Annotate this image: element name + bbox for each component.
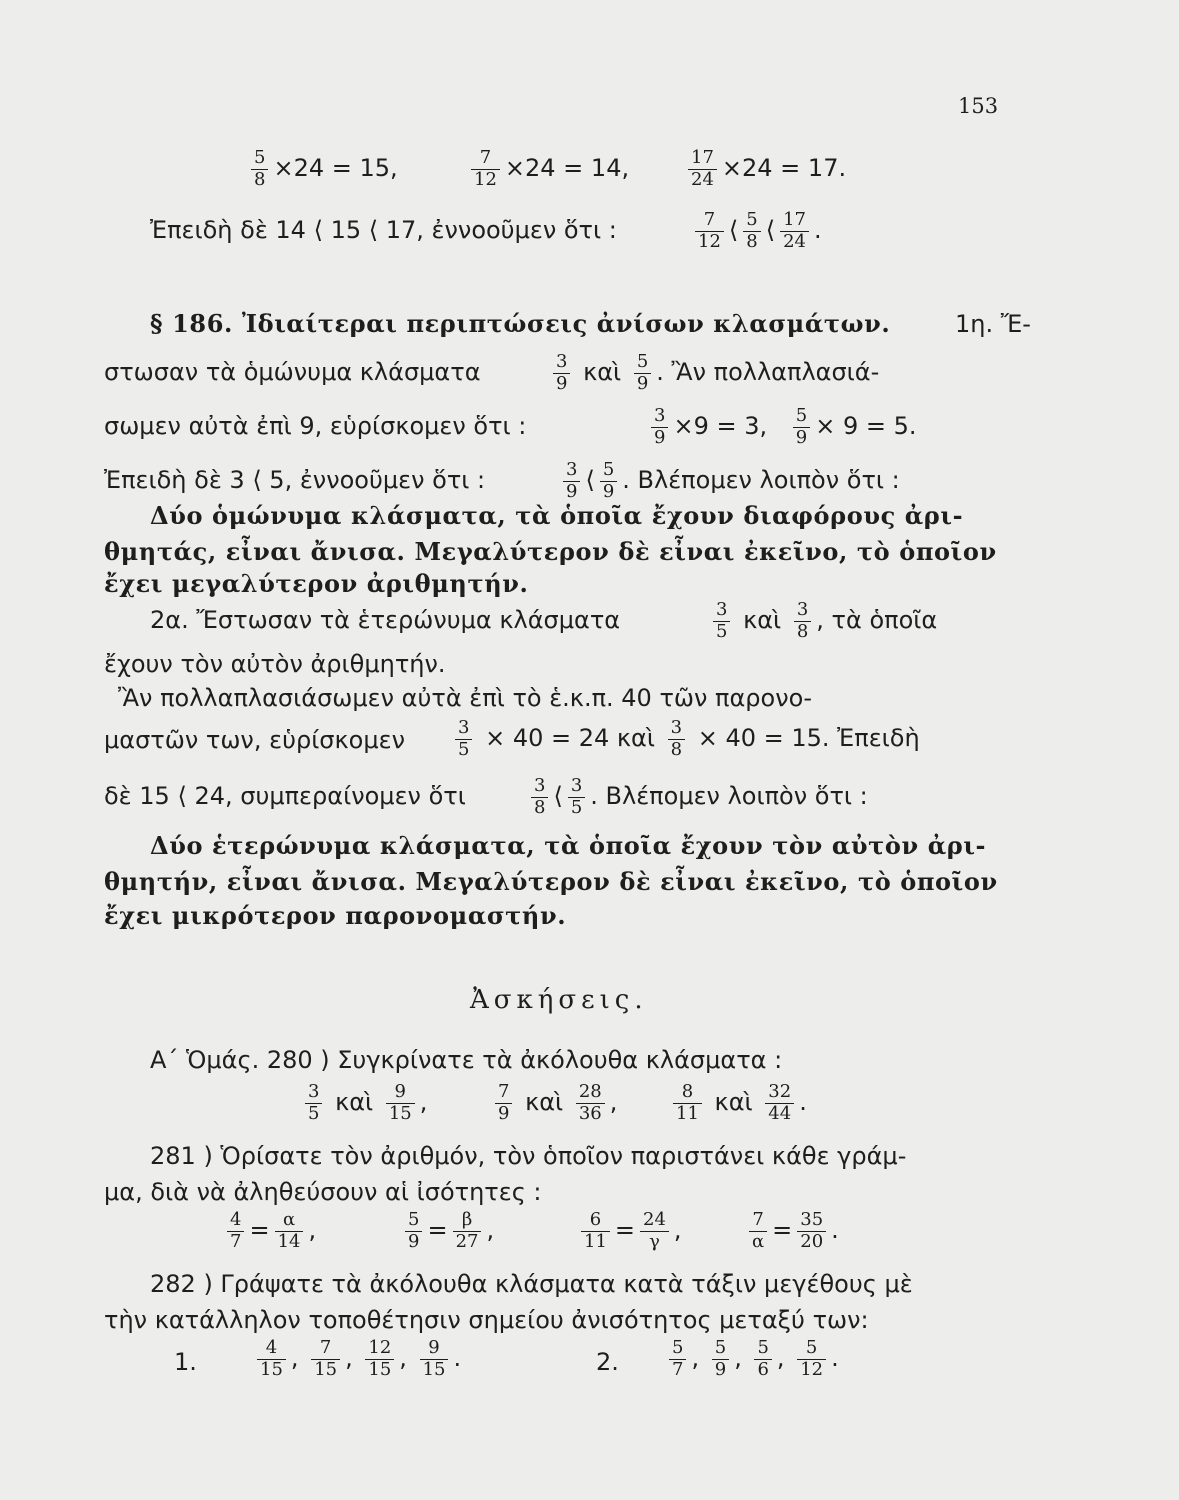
section-title: § 186. Ἰδιαίτεραι περιπτώσεις ἀνίσων κλασμάτων. <box>150 309 891 338</box>
fraction: $\frac{5}{9}$ <box>405 1210 422 1252</box>
fraction: $\frac{4}{7}$ <box>227 1210 244 1252</box>
rule-2-line-2: θμητήν, εἶναι ἄνισα. Μεγαλύτερον δὲ εἶναι ἐκεῖνο, τὸ ὁποῖον <box>104 867 998 896</box>
fraction: $\frac{3}{8}$ <box>794 600 811 642</box>
fraction: $\frac{9}{15}$ <box>386 1082 415 1124</box>
fraction: $\frac{6}{11}$ <box>581 1210 610 1252</box>
fraction: $\frac{3}{9}$ <box>563 460 580 502</box>
rule-2-line-1: Δύο ἑτερώνυμα κλάσματα, τὰ ὁποῖα ἔχουν τὸν αὐτὸν ἀρι- <box>150 831 987 860</box>
fraction: $\frac{32}{44}$ <box>765 1082 794 1124</box>
exercise-281-line-2: μα, διὰ νὰ ἀληθεύσουν αἱ ἰσότητες : <box>104 1178 542 1206</box>
text-line: Ἂν πολλαπλασιάσωμεν αὐτὰ ἐπὶ τὸ ἑ.κ.π. 40 τῶν παρονο- <box>118 684 812 712</box>
fraction: $\frac{7}{15}$ <box>311 1338 340 1380</box>
fraction: $\frac{3}{8}$ <box>668 718 685 760</box>
fraction: $\frac{7}{\alpha}$ <box>749 1210 767 1252</box>
fraction: $\frac{5}{12}$ <box>797 1338 826 1380</box>
exercises-heading: Ἀσκήσεις. <box>470 985 648 1015</box>
rule-2-line-3: ἔχει μικρότερον παρονομαστήν. <box>104 901 567 930</box>
page-number: 153 <box>958 94 999 118</box>
fraction: $\frac{3}{5}$ <box>455 718 472 760</box>
fraction: $\frac{5}{9}$ <box>712 1338 729 1380</box>
fraction: $\frac{4}{15}$ <box>257 1338 286 1380</box>
fraction: $\frac{17}{24}$ <box>688 148 717 190</box>
fraction: $\frac{3}{5}$ <box>713 600 730 642</box>
fraction: $\frac{24}{\gamma}$ <box>640 1210 669 1252</box>
fraction: $\frac{17}{24}$ <box>780 210 809 252</box>
fraction: $\frac{\beta}{27}$ <box>453 1210 482 1252</box>
rule-1-line-3: ἔχει μεγαλύτερον ἀριθμητήν. <box>104 569 529 598</box>
fraction: $\frac{7}{9}$ <box>495 1082 512 1124</box>
fraction: $\frac{8}{11}$ <box>673 1082 702 1124</box>
fraction: $\frac{\alpha}{14}$ <box>275 1210 304 1252</box>
fraction: $\frac{5}{6}$ <box>754 1338 771 1380</box>
fraction: $\frac{3}{9}$ <box>553 352 570 394</box>
fraction: $\frac{3}{5}$ <box>568 776 585 818</box>
fraction: $\frac{5}{8}$ <box>743 210 760 252</box>
fraction: $\frac{35}{20}$ <box>797 1210 826 1252</box>
fraction: $\frac{5}{9}$ <box>634 352 651 394</box>
fraction: $\frac{7}{12}$ <box>471 148 500 190</box>
rule-1-line-2: θμητάς, εἶναι ἄνισα. Μεγαλύτερον δὲ εἶναι ἐκεῖνο, τὸ ὁποῖον <box>104 537 997 566</box>
fraction: $\frac{5}{9}$ <box>600 460 617 502</box>
rule-1-line-1: Δύο ὁμώνυμα κλάσματα, τὰ ὁποῖα ἔχουν διαφόρους ἀρι- <box>150 501 964 530</box>
fraction: $\frac{5}{8}$ <box>251 148 268 190</box>
fraction: $\frac{12}{15}$ <box>365 1338 394 1380</box>
text-line: ἔχουν τὸν αὐτὸν ἀριθμητήν. <box>104 650 446 678</box>
fraction: $\frac{5}{7}$ <box>669 1338 686 1380</box>
exercise-281-line-1: 281 ) Ὁρίσατε τὸν ἀριθμόν, τὸν ὁποῖον παριστάνει κάθε γράμ- <box>150 1142 907 1170</box>
exercise-280: Α΄ Ὁμάς. 280 ) Συγκρίνατε τὰ ἀκόλουθα κλάσματα : <box>150 1046 783 1074</box>
fraction: $\frac{5}{9}$ <box>793 406 810 448</box>
fraction: $\frac{28}{36}$ <box>576 1082 605 1124</box>
fraction: $\frac{3}{5}$ <box>305 1082 322 1124</box>
fraction: $\frac{3}{9}$ <box>651 406 668 448</box>
fraction: $\frac{7}{12}$ <box>695 210 724 252</box>
exercise-282-line-2: τὴν κατάλληλον τοποθέτησιν σημείου ἀνισότητος μεταξύ των: <box>104 1306 869 1334</box>
exercise-282-line-1: 282 ) Γράψατε τὰ ἀκόλουθα κλάσματα κατὰ τάξιν μεγέθους μὲ <box>150 1270 913 1298</box>
fraction: $\frac{3}{8}$ <box>531 776 548 818</box>
fraction: $\frac{9}{15}$ <box>420 1338 449 1380</box>
book-page: 153 $\frac{5}{8}$ ×24 = 15, $\frac{7}{12}$ ×24 = 14, $\frac{17}{24}$ ×24 = 17. Ἐπειδὴ δὲ 14 ⟨ 15 ⟨ 17, ἐννοοῦμεν ὅτι : $\frac{7}{12}$ ⟨ $\frac{5}{8}$ ⟨ $\frac{17}{24}$ . § 186. Ἰδιαίτεραι περιπτώσεις ἀνίσων κλασμάτων. 1η. Ἔ- στωσαν τὰ ὁμώνυμα κλάσματα $\frac{3}{9}$ καὶ $\frac{5}{9}$ . Ἂν πολλαπλασιά- σωμεν αὐτὰ ἐπὶ 9, εὑρίσκομεν ὅτι : $\frac{3}{9}$ ×9 = 3, $\frac{5}{9}$ × 9 = 5. Ἐπειδὴ δὲ 3 ⟨ 5, ἐννοοῦμεν ὅτι : $\frac{3}{9}$ ⟨ $\frac{5}{9}$ . Βλέπομεν λοιπὸν ὅτι : Δύο ὁμώνυμα κλάσματα, τὰ ὁποῖα ἔχουν διαφόρους ἀρι- θμητάς, εἶναι ἄνισα. Μεγαλύτερον δὲ εἶναι ἐκεῖνο, τὸ ὁποῖον ἔχει μεγαλύτερον ἀριθμητήν. 2α. Ἔστωσαν τὰ ἑτερώνυμα κλάσματα $\frac{3}{5}$ καὶ $\frac{3}{8}$ , τὰ ὁποῖα ἔχουν τὸν αὐτὸν ἀριθμητήν. Ἂν πολλαπλασιάσωμεν αὐτὰ ἐπὶ τὸ ἑ.κ.π. 40 τῶν παρονο- μαστῶν των, εὑρίσκομεν $\frac{3}{5}$ × 40 = 24 καὶ $\frac{3}{8}$ × 40 = 15. Ἐπειδὴ δὲ 15 ⟨ 24, συμπεραίνομεν ὅτι $\frac{3}{8}$ ⟨ $\frac{3}{5}$ . Βλέπομεν λοιπὸν ὅτι : Δύο ἑτερώνυμα κλάσματα, τὰ ὁποῖα ἔχουν τὸν αὐτὸν ἀρι- θμητήν, εἶναι ἄνισα. Μεγαλύτερον δὲ εἶναι ἐκεῖνο, τὸ ὁποῖον ἔχει μικρότερον παρονομαστήν. Ἀσκήσεις. Α΄ Ὁμάς. 280 ) Συγκρίνατε τὰ ἀκόλουθα κλάσματα : $\frac{3}{5}$ καὶ $\frac{9}{15}$ , $\frac{7}{9}$ καὶ $\frac{28}{36}$ , $\frac{8}{11}$ καὶ $\frac{32}{44}$ . 281 ) Ὁρίσατε τὸν ἀριθμόν, τὸν ὁποῖον παριστάνει κάθε γράμ- μα, διὰ νὰ ἀληθεύσουν αἱ ἰσότητες : $\frac{4}{7}$ = $\frac{\alpha}{14}$ , $\frac{5}{9}$ = $\frac{\beta}{27}$ , $\frac{6}{11}$ = $\frac{24}{\gamma}$ , $\frac{7}{\alpha}$ = $\frac{35}{20}$ . 282 ) Γράψατε τὰ ἀκόλουθα κλάσματα κατὰ τάξιν μεγέθους μὲ τὴν κατάλληλον τοποθέτησιν σημείου ἀνισότητος μεταξύ των: 1. $\frac{4}{15}$ , $\frac{7}{15}$ , $\frac{12}{15}$ , $\frac{9}{15}$ . 2. $\frac{5}{7}$ , $\frac{5}{9}$ , $\frac{5}{6}$ , $\frac{5}{12}$ . <box>0 0 1179 1500</box>
